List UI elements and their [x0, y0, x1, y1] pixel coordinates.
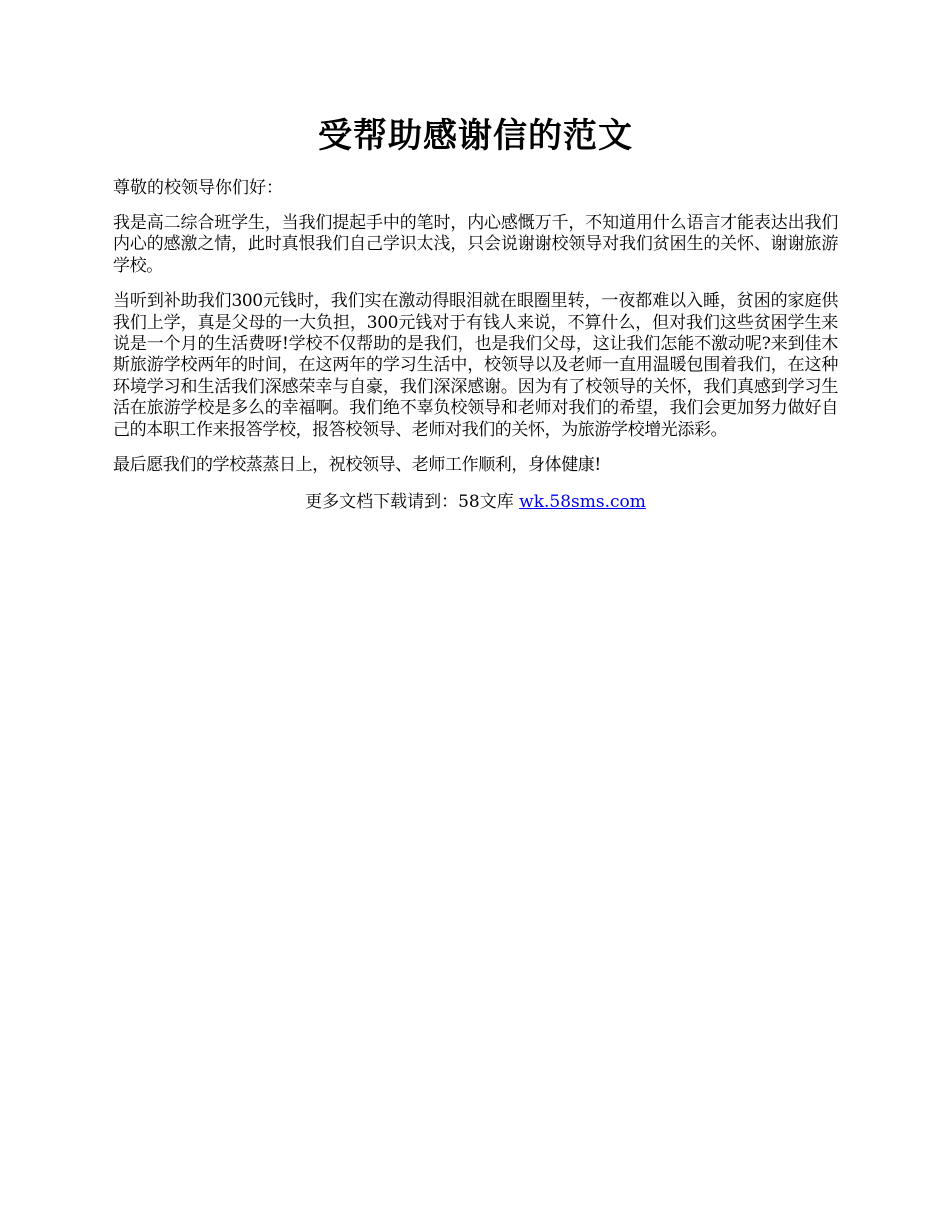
- body-paragraph-1: 我是高二综合班学生，当我们提起手中的笔时，内心感慨万千，不知道用什么语言才能表达出我们内心的感激之情，此时真恨我们自己学识太浅，只会说谢谢校领导对我们贫困生的关怀、谢谢旅游学校。: [113, 213, 838, 276]
- download-footer: [113, 492, 838, 513]
- greeting-line: 尊敬的校领导你们好：: [113, 178, 283, 198]
- document-title: 受帮助感谢信的范文: [318, 116, 633, 156]
- body-paragraph-2: 当听到补助我们300元钱时，我们实在激动得眼泪就在眼圈里转，一夜都难以入睡，贫困的家庭供我们上学，真是父母的一大负担，300元钱对于有钱人来说，不算什么，但对我们这些贫困学生来说是一个月的生活费呀!学校不仅帮助的是我们，也是我们父母，这让我们怎能不激动呢?来到佳木斯旅游学校两年的时间，在这两年的学习生活中，校领导以及老师一直用温暖包围着我们，在这种环境学习和生活我们深感荣幸与自豪，我们深深感谢。因为有了校领导的关怀，我们真感到学习生活在旅游学校是多么的幸福啊。我们绝不辜负校领导和老师对我们的希望，我们会更加努力做好自己的本职工作来报答学校，报答校领导、老师对我们的关怀，为旅游学校增光添彩。: [113, 291, 838, 440]
- document-page: [113, 110, 838, 513]
- footer-link[interactable]: wk.58sms.com: [519, 492, 646, 513]
- footer-text: 更多文档下载请到：58文库: [305, 492, 520, 513]
- closing-paragraph: 最后愿我们的学校蒸蒸日上，祝校领导、老师工作顺利，身体健康!: [113, 455, 601, 476]
